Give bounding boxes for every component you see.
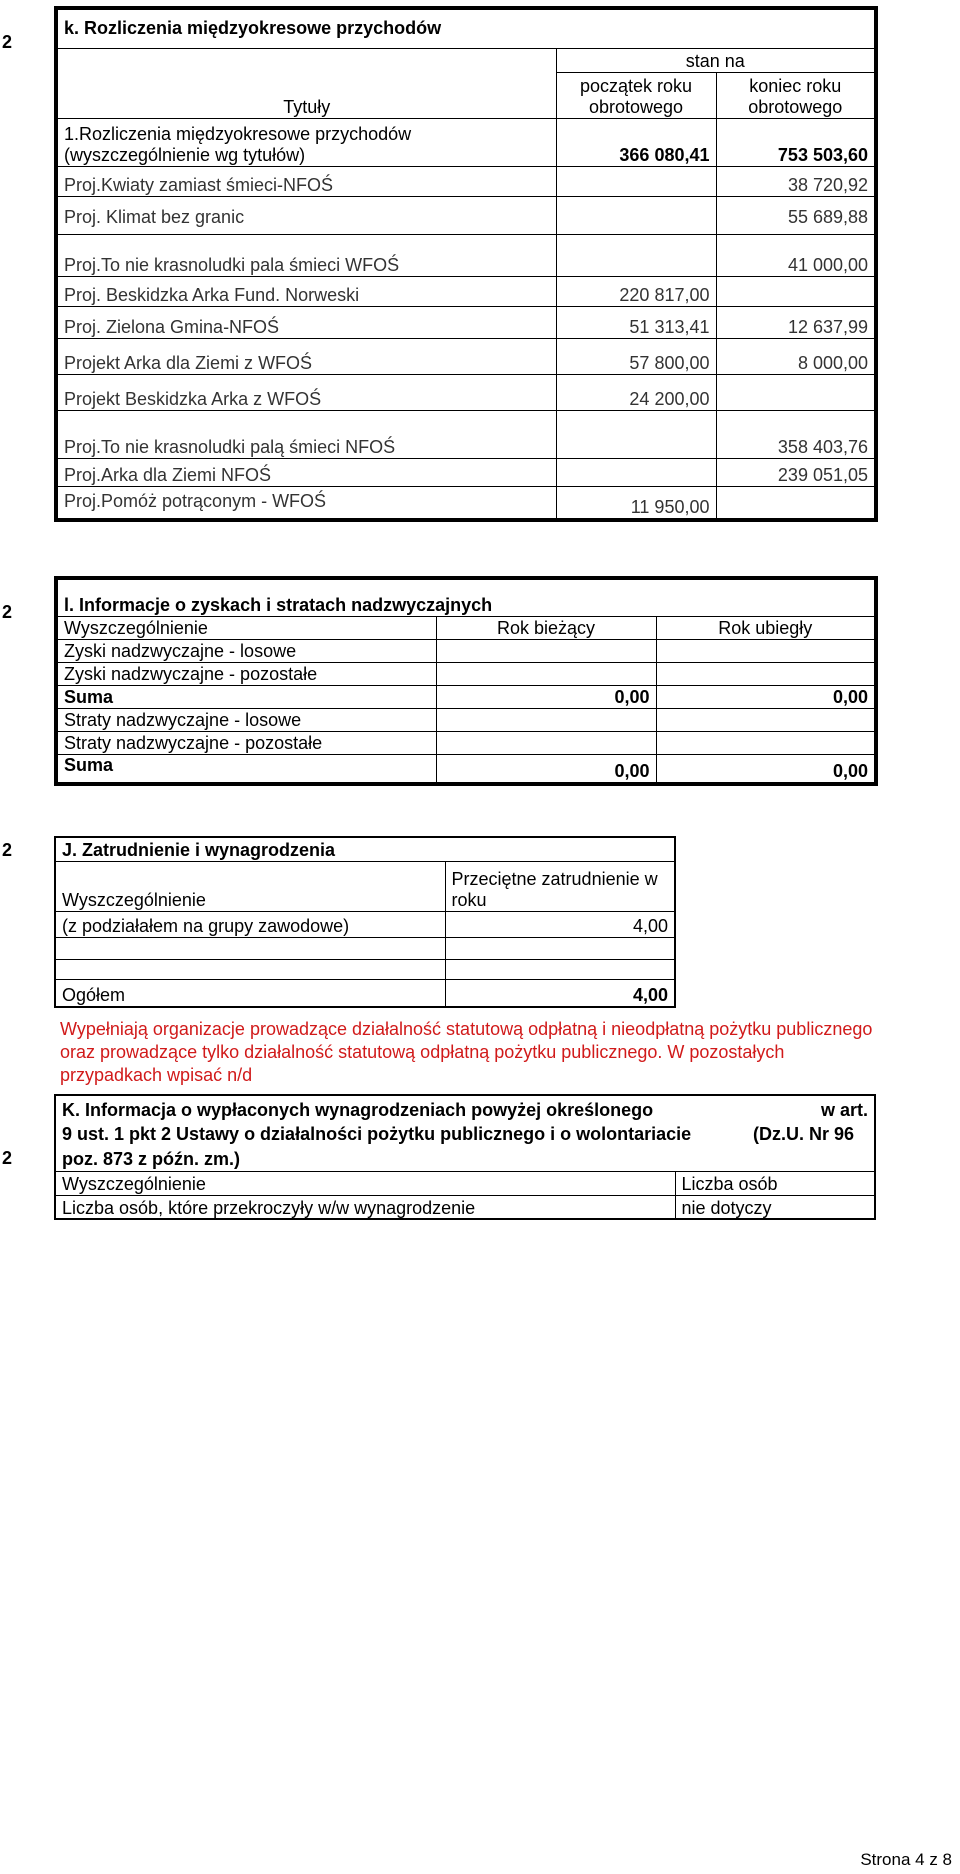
col-end: koniec roku obrotowego <box>716 72 876 118</box>
row-end: 239 051,05 <box>716 458 876 486</box>
remuneration-title <box>55 1095 875 1171</box>
row-label: Proj.Arka dla Ziemi NFOŚ <box>56 458 556 486</box>
extraordinary-table <box>54 576 878 786</box>
row-label: Zyski nadzwyczajne - losowe <box>56 639 436 662</box>
section-j-number: 2 <box>2 840 13 860</box>
row-start <box>556 410 716 458</box>
row-end: 12 637,99 <box>716 306 876 338</box>
remuneration-table <box>54 1094 876 1220</box>
accruals-table <box>54 6 878 522</box>
col-current: Rok bieżący <box>436 616 656 639</box>
row-start: 24 200,00 <box>556 374 716 410</box>
col-titles: Tytuły <box>56 48 556 118</box>
row-label: Straty nadzwyczajne - losowe <box>56 708 436 731</box>
row-label: Proj.Kwiaty zamiast śmieci-NFOŚ <box>56 166 556 196</box>
row-current: 0,00 <box>436 685 656 708</box>
table-row <box>56 196 876 234</box>
row-end: 358 403,76 <box>716 410 876 458</box>
instruction-note: Wypełniają organizacje prowadzące działalność statutową odpłatną i nieodpłatną pożytku publicznego oraz prowadzące tylko działalność statutową odpłatną pożytku publicznego. W pozostałych przypadkach wpisać n/d <box>60 1019 873 1086</box>
row-start: 220 817,00 <box>556 276 716 306</box>
employment-table <box>54 836 676 1008</box>
row-label: (z podziałałem na grupy zawodowe) <box>55 911 445 937</box>
section-k-number: 2 <box>2 32 13 52</box>
col-previous: Rok ubiegły <box>656 616 876 639</box>
row-label: Proj. Zielona Gmina-NFOŚ <box>56 306 556 338</box>
table-row <box>56 731 876 754</box>
total-value: 4,00 <box>445 979 675 1007</box>
row-previous: 0,00 <box>656 685 876 708</box>
section-l-number: 2 <box>2 602 13 622</box>
row-previous <box>656 662 876 685</box>
table-row <box>55 911 675 937</box>
row-start: 11 950,00 <box>556 486 716 520</box>
stan-na-label: stan na <box>556 48 876 72</box>
page-number: Strona 4 z 8 <box>860 1850 952 1869</box>
table-row <box>55 937 675 959</box>
row-current <box>436 731 656 754</box>
table-row <box>56 662 876 685</box>
table-row <box>56 754 876 784</box>
row-start <box>556 166 716 196</box>
table-row <box>55 979 675 1007</box>
row-label: Proj.To nie krasnoludki palą śmieci NFOŚ <box>56 410 556 458</box>
row-start: 51 313,41 <box>556 306 716 338</box>
table-row <box>56 234 876 276</box>
row-end <box>716 374 876 410</box>
col-count: Liczba osób <box>675 1171 875 1195</box>
summary-label: 1.Rozliczenia międzyokresowe przychodów (wyszczególnienie wg tytułów) <box>56 118 556 166</box>
row-label: Proj. Klimat bez granic <box>56 196 556 234</box>
col-desc: Wyszczególnienie <box>56 616 436 639</box>
empty-cell <box>55 959 445 979</box>
extraordinary-title: l. Informacje o zyskach i stratach nadzwyczajnych <box>56 578 876 616</box>
row-end: 38 720,92 <box>716 166 876 196</box>
table-row <box>56 486 876 520</box>
table-row <box>56 410 876 458</box>
table-row <box>55 959 675 979</box>
title-line1-right: w art. <box>820 1100 868 1120</box>
summary-end: 753 503,60 <box>716 118 876 166</box>
col-desc: Wyszczególnienie <box>55 861 445 911</box>
row-end: 8 000,00 <box>716 338 876 374</box>
row-label: Proj.Pomóż potrąconym - WFOŚ <box>56 486 556 520</box>
row-start <box>556 458 716 486</box>
row-value: nie dotyczy <box>675 1195 875 1219</box>
summary-start: 366 080,41 <box>556 118 716 166</box>
section-kk-number: 2 <box>2 1148 13 1168</box>
title-line2: 9 ust. 1 pkt 2 Ustawy o działalności pożytku publicznego i o wolontariacie <box>62 1124 692 1145</box>
row-current <box>436 662 656 685</box>
row-previous <box>656 639 876 662</box>
row-start <box>556 234 716 276</box>
empty-cell <box>445 937 675 959</box>
row-previous <box>656 731 876 754</box>
table-row <box>56 374 876 410</box>
row-label: Proj. Beskidzka Arka Fund. Norweski <box>56 276 556 306</box>
title-line3: poz. 873 z późn. zm.) <box>62 1148 241 1169</box>
accruals-title: k. Rozliczenia międzyokresowe przychodów <box>56 8 876 48</box>
row-label: Zyski nadzwyczajne - pozostałe <box>56 662 436 685</box>
col-avg: Przeciętne zatrudnienie w roku <box>445 861 675 911</box>
employment-title: J. Zatrudnienie i wynagrodzenia <box>55 837 675 861</box>
row-end <box>716 486 876 520</box>
table-row <box>56 685 876 708</box>
row-current <box>436 639 656 662</box>
table-row <box>56 338 876 374</box>
row-previous: 0,00 <box>656 754 876 784</box>
col-desc: Wyszczególnienie <box>55 1171 675 1195</box>
table-row <box>56 639 876 662</box>
row-label: Proj.To nie krasnoludki pala śmieci WFOŚ <box>56 234 556 276</box>
table-row <box>56 458 876 486</box>
row-label: Projekt Beskidzka Arka z WFOŚ <box>56 374 556 410</box>
row-end: 41 000,00 <box>716 234 876 276</box>
title-line1: K. Informacja o wypłaconych wynagrodzeniach powyżej określonego <box>62 1100 654 1120</box>
row-label: Liczba osób, które przekroczyły w/w wynagrodzenie <box>55 1195 675 1219</box>
table-row <box>56 166 876 196</box>
total-label: Ogółem <box>55 979 445 1007</box>
row-value: 4,00 <box>445 911 675 937</box>
row-label: Suma <box>56 685 436 708</box>
col-start: początek roku obrotowego <box>556 72 716 118</box>
row-label: Straty nadzwyczajne - pozostałe <box>56 731 436 754</box>
row-label: Projekt Arka dla Ziemi z WFOŚ <box>56 338 556 374</box>
table-row <box>56 276 876 306</box>
row-end: 55 689,88 <box>716 196 876 234</box>
row-start: 57 800,00 <box>556 338 716 374</box>
row-label: Suma <box>56 754 436 784</box>
row-start <box>556 196 716 234</box>
row-current <box>436 708 656 731</box>
table-row <box>56 708 876 731</box>
row-end <box>716 276 876 306</box>
empty-cell <box>55 937 445 959</box>
row-current: 0,00 <box>436 754 656 784</box>
table-row <box>56 306 876 338</box>
table-row <box>55 1195 875 1219</box>
row-previous <box>656 708 876 731</box>
title-line2-right: (Dz.U. Nr 96 <box>752 1124 854 1145</box>
empty-cell <box>445 959 675 979</box>
